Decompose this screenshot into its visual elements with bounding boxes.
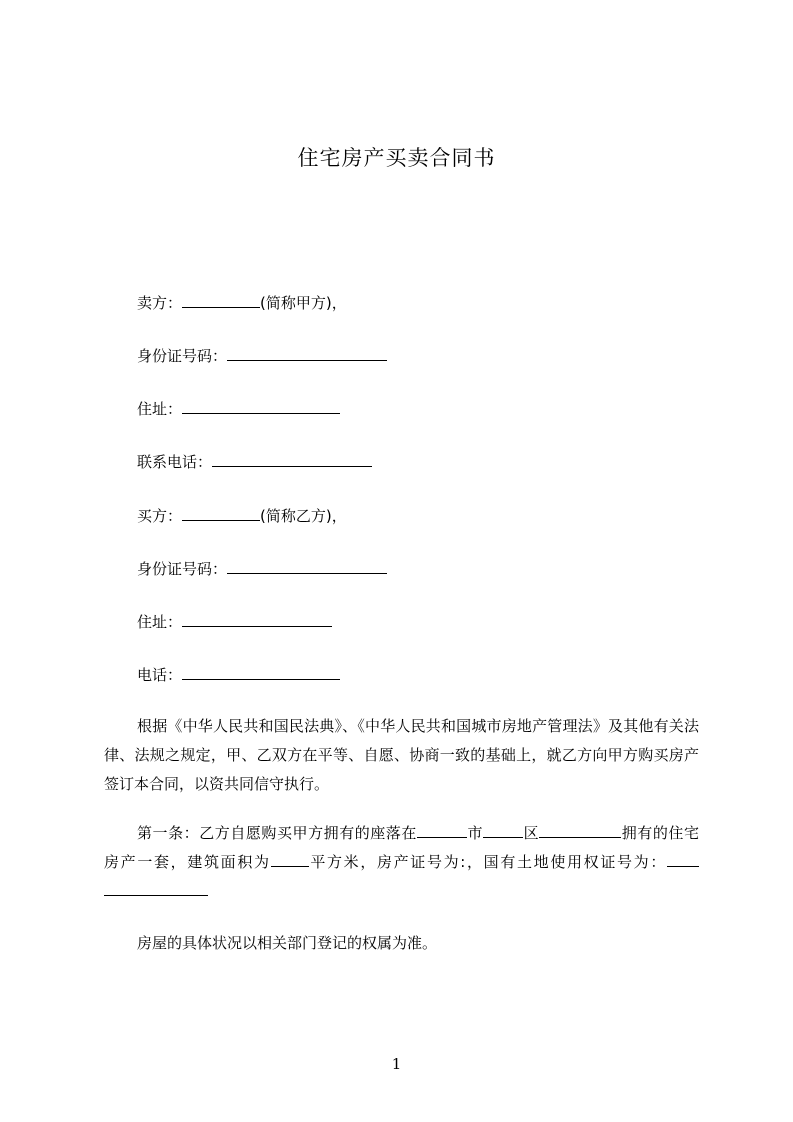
seller-phone-label: 联系电话：: [137, 453, 213, 471]
seller-suffix: (简称甲方)，: [260, 294, 347, 312]
buyer-address-line: [137, 611, 332, 632]
buyer-line: [137, 505, 347, 526]
buyer-id-line: [137, 558, 387, 579]
article-1-text-1: 第一条：乙方自愿购买甲方拥有的座落在: [137, 824, 417, 842]
buyer-suffix: (简称乙方)，: [260, 507, 347, 525]
land-cert-blank-continued[interactable]: [104, 883, 208, 896]
seller-phone-blank[interactable]: [212, 454, 372, 467]
article-1-paragraph: [104, 819, 699, 906]
seller-address-blank[interactable]: [182, 401, 340, 414]
note-line: 房屋的具体状况以相关部门登记的权属为准。: [137, 934, 438, 952]
seller-id-line: [137, 345, 387, 366]
buyer-name-blank[interactable]: [182, 508, 260, 521]
seller-address-label: 住址：: [137, 400, 183, 418]
seller-id-label: 身份证号码：: [137, 347, 228, 365]
seller-name-blank[interactable]: [182, 295, 260, 308]
buyer-id-label: 身份证号码：: [137, 560, 228, 578]
article-1-text-4: 拥有的住宅房产一套，建筑面积为: [104, 824, 699, 871]
buyer-address-label: 住址：: [137, 613, 183, 631]
land-cert-blank[interactable]: [667, 854, 699, 867]
seller-label: 卖方：: [137, 294, 183, 312]
article-1-text-3: 区: [523, 824, 540, 842]
seller-address-line: [137, 398, 340, 419]
seller-phone-line: [137, 451, 372, 472]
article-1-text-5: 平方米，房产证号为:，国有土地使用权证号为：: [308, 853, 667, 871]
seller-line: [137, 292, 347, 313]
page-title: 住宅房产买卖合同书: [297, 146, 496, 170]
seller-id-blank[interactable]: [227, 348, 387, 361]
buyer-phone-blank[interactable]: [182, 667, 340, 680]
area-blank[interactable]: [271, 854, 309, 867]
preamble-paragraph: 根据《中华人民共和国民法典》、《中华人民共和国城市房地产管理法》及其他有关法律、法规之规定，甲、乙双方在平等、自愿、协商一致的基础上，就乙方向甲方购买房产签订本合同，以资共同信守执行。: [104, 717, 699, 793]
buyer-phone-label: 电话：: [137, 666, 183, 684]
buyer-address-blank[interactable]: [182, 614, 332, 627]
city-blank[interactable]: [417, 825, 467, 838]
buyer-phone-line: [137, 664, 340, 685]
buyer-id-blank[interactable]: [227, 561, 387, 574]
page-number: 1: [391, 1055, 402, 1073]
article-1-text-2: 市: [466, 824, 484, 842]
district-blank[interactable]: [483, 825, 523, 838]
location-blank[interactable]: [539, 825, 621, 838]
buyer-label: 买方：: [137, 507, 183, 525]
